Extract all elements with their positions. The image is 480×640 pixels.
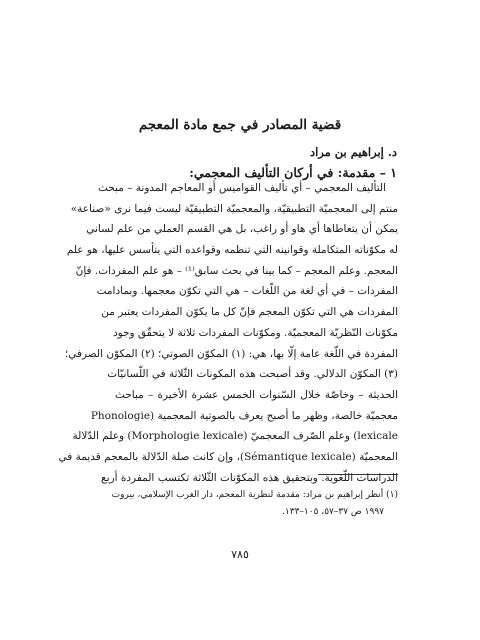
section-heading: ١ – مقدمة: في أركان التأليف المعجمي: (189, 165, 397, 180)
body-line: مكوّنات النّظريّة المعجميّة. ومكوّنات المفردات ثلاثة لا يتحقّق وجود (112, 326, 398, 339)
footnote-divider (318, 474, 398, 475)
body-line: المفردات هي التي تكوّن المعجم فإنّ كل ما يكوّن المفردات يعتبر من (101, 306, 398, 319)
body-line: الدراسات اللّغوية. وبتحقيق هذه المكوّنات الثّلاثة تكتسب المفردة أربع (101, 471, 398, 484)
body-line: له مكوّناته المتكاملة وقوانينه التي تنظمه وقواعده التي يتأسس عليها، هو علم (66, 244, 398, 257)
body-line: الحديثة – وخاصّة خلال السّنوات الخمس عشرة الأخيرة – مباحث (115, 388, 398, 401)
body-line: المفردة في اللّغة عامة إلّا بها، هي: (١) المكوّن الصوتي؛ (٢) المكوّن الصرفي؛ (64, 347, 398, 360)
footnote-line: (١) أنظر إبراهيم بن مراد: مقدمة لنظرية المعجم، دار الغرب الإسلامي، بيروت (111, 490, 398, 500)
body-line: المعجم. وعلم المعجم – كما بينا في بحث سابق⁽¹⁾ – هو علم المفردات. فإنّ (75, 264, 398, 277)
body-line: يمكن أن يتعاطاها أي هاو أو راغب، بل هي القسم العملي من علم لساني (86, 223, 398, 236)
body-paragraph (58, 178, 398, 488)
body-line: المفردات – في أي لغة من اللّغات – هي التي تكوّن معجمها. وبمادامت (96, 285, 398, 298)
body-line: التأليف المعجمي – أي تأليف القواميس أو المعاجم المدونة – مبحث (97, 182, 386, 194)
article-title: قضية المصادر في جمع مادة المعجم (138, 117, 342, 133)
author-name: د. إبراهيم بن مراد (309, 145, 397, 159)
body-line: (٣) المكوّن الدلالي. وقد أصبحت هذه المكونات الثّلاثة في اللّسانيّات (107, 368, 398, 381)
page-number: ٧٨٥ (231, 548, 249, 561)
footnote-line: ١٩٩٧ ص ٣٧–٥٧، ١٠٥–١٣٣. (282, 507, 384, 517)
body-line: منتم إلى المعجميّة التطبيقيّة، والمعجميّة التطبيقيّة ليست فيما نرى «صناعة» (70, 202, 398, 215)
body-line: المعجميّة (Sémantique lexicale)، وإن كانت صلة الدّلالة بالمعجم قديمة في (58, 450, 398, 463)
body-line: lexicale) وعلم الصّرف المعجميّ (Morphologie lexicale) وعلم الدّلالة (72, 430, 398, 443)
body-line: معجميّة خالصة، وظهر ما أصبح يعرف بالصوتية المعجمية (Phonologie (90, 409, 398, 422)
footnotes (111, 487, 398, 521)
